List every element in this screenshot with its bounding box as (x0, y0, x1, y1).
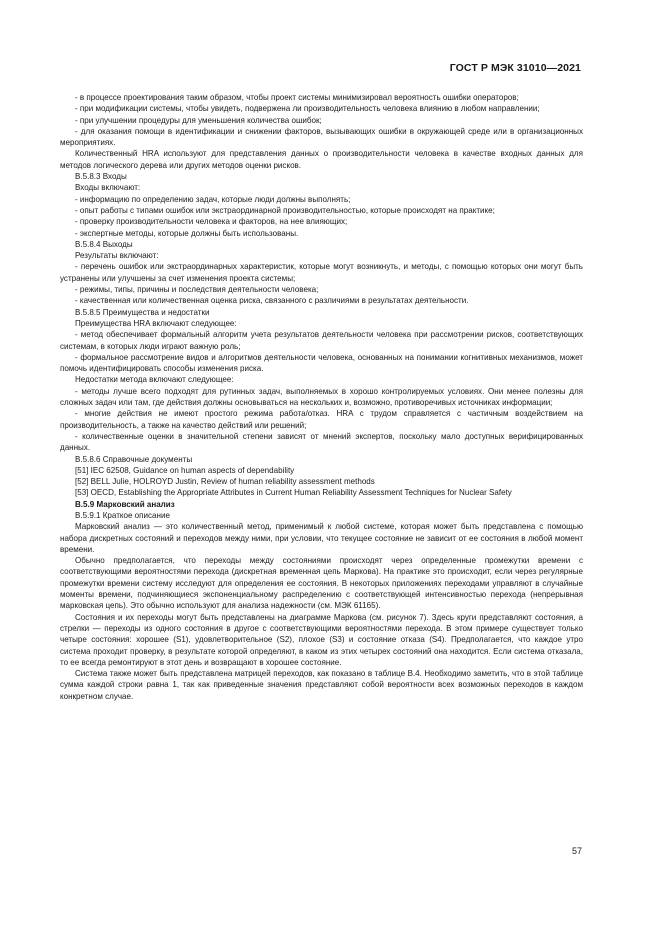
bullet-item: - качественная или количественная оценка риска, связанного с различиями в результатах деятельности. (75, 296, 469, 306)
bullet-item: - перечень ошибок или экстраординарных характеристик, которые могут возникнуть, и методы, с помощью которых они могут быть устранены или улучшены за счет изменения проекта системы; (60, 262, 583, 283)
section-heading: B.5.9 Марковский анализ (75, 499, 175, 509)
subsection-heading: B.5.8.3 Входы (75, 172, 127, 182)
subsection-heading: B.5.8.6 Справочные документы (75, 454, 193, 464)
bullet-item: - количественные оценки в значительной степени зависят от мнений экспертов, поскольку мало доступных верифицированных данных. (60, 431, 583, 453)
bullet-item: - информацию по определению задач, которые люди должны выполнять; (75, 194, 351, 204)
document-body (60, 92, 583, 702)
body-paragraph: Результаты включают: (75, 251, 159, 261)
body-paragraph: Состояния и их переходы могут быть представлены на диаграмме Маркова (см. рисунок 7). Здесь круги представляют состояния, а стрелки — переходы из одного состояния в другое с соответствующими вероятностями перехода. В этом примере существует только четыре состояния: хорошее (S1), удовлетворительное (S2), плохое (S3) и состояние отказа (S4). Предполагается, что каждое утро система проходит проверку, в результате которой определяют, в каком из этих четырех состояний она находится. Если система отказала, то ее всегда ремонтируют в этот день и возвращают в хорошее состояние. (60, 612, 583, 667)
document-header: ГОСТ Р МЭК 31010—2021 (449, 62, 581, 74)
reference-item: [51] IEC 62508, Guidance on human aspects of dependability (75, 465, 295, 475)
body-paragraph: Марковский анализ — это количественный метод, применимый к любой системе, которая может быть представлена с помощью набора дискретных состояний и переходов между ними, при условии, что текущее состояние не зависит от ее состояния в любой момент времени. (60, 522, 583, 554)
reference-item: [52] BELL Julie, HOLROYD Justin, Review of human reliability assessment methods (75, 477, 375, 487)
bullet-item: - для оказания помощи в идентификации и снижении факторов, вызывающих ошибки в окружающей среде или в организационных мероприятиях. (60, 126, 583, 148)
bullet-item: - при модификации системы, чтобы увидеть, подвержена ли производительность человека влиянию в любом направлении; (75, 104, 540, 114)
body-paragraph: Недостатки метода включают следующее: (75, 375, 234, 385)
bullet-item: - в процессе проектирования таким образом, чтобы проект системы минимизировал вероятность ошибки операторов; (75, 93, 519, 102)
subsection-heading: B.5.9.1 Краткое описание (75, 510, 170, 520)
bullet-item: - формальное рассмотрение видов и алгоритмов деятельности человека, основанных на понимании когнитивных механизмов, может помочь идентифицировать способы изменения риска. (60, 352, 583, 374)
bullet-item: - режимы, типы, причины и последствия деятельности человека; (75, 285, 319, 295)
body-paragraph: Обычно предполагается, что переходы между состояниями происходят через определенные промежутки времени с соответствующими вероятностями перехода (дискретная временная цепь Маркова). На практике это происходит, если через регулярные промежутки времени систему исследуют для определения ее состояния. В некоторых приложениях переходами управляют в случайные моменты времени, подчиняющиеся экспоненциальному распределению с соответствующей интенсивностью перехода (непрерывная марковская цепь). Это обычно используют для анализа надежности (см. МЭК 61165). (60, 556, 583, 611)
subsection-heading: B.5.8.5 Преимущества и недостатки (75, 307, 210, 317)
body-paragraph: Количественный HRA используют для представления данных о производительности человека в качестве входных данных для методов логического дерева или других методов оценки рисков. (60, 149, 583, 170)
bullet-item: - проверку производительности человека и факторов, на нее влияющих; (75, 217, 348, 227)
body-paragraph: Входы включают: (75, 183, 141, 193)
subsection-heading: B.5.8.4 Выходы (75, 239, 133, 249)
reference-item: [53] OECD, Establishing the Appropriate Attributes in Current Human Reliability Assessment Techniques for Nuclear Safety (75, 488, 512, 498)
bullet-item: - при улучшении процедуры для уменьшения количества ошибок; (75, 115, 322, 125)
bullet-item: - метод обеспечивает формальный алгоритм учета результатов деятельности человека при рассмотрении рисков, соответствующих системам, в которых люди играют важную роль; (60, 330, 583, 351)
bullet-item: - опыт работы с типами ошибок или экстраординарной производительностью, которые происходят на практике; (75, 205, 495, 215)
bullet-item: - многие действия не имеют простого режима работа/отказ. HRA с трудом справляется с частичным воздействием на производительность, а также на качество действий или решений; (60, 409, 583, 430)
bullet-item: - методы лучше всего подходят для рутинных задач, выполняемых в хорошо контролируемых условиях. Они менее полезны для сложных задач или там, где действия должны основываться на нескольких и, возможно, противоречивых источниках информации; (60, 386, 583, 408)
body-paragraph: Система также может быть представлена матрицей переходов, как показано в таблице B.4. Необходимо заметить, что в этой таблице сумма каждой строки равна 1, так как приведенные значения представляют собой вероятности всех возможных переходов в каждом конкретном случае. (60, 669, 583, 701)
body-paragraph: Преимущества HRA включают следующее: (75, 318, 237, 328)
page-number: 57 (571, 846, 582, 856)
bullet-item: - экспертные методы, которые должны быть использованы. (75, 228, 299, 238)
